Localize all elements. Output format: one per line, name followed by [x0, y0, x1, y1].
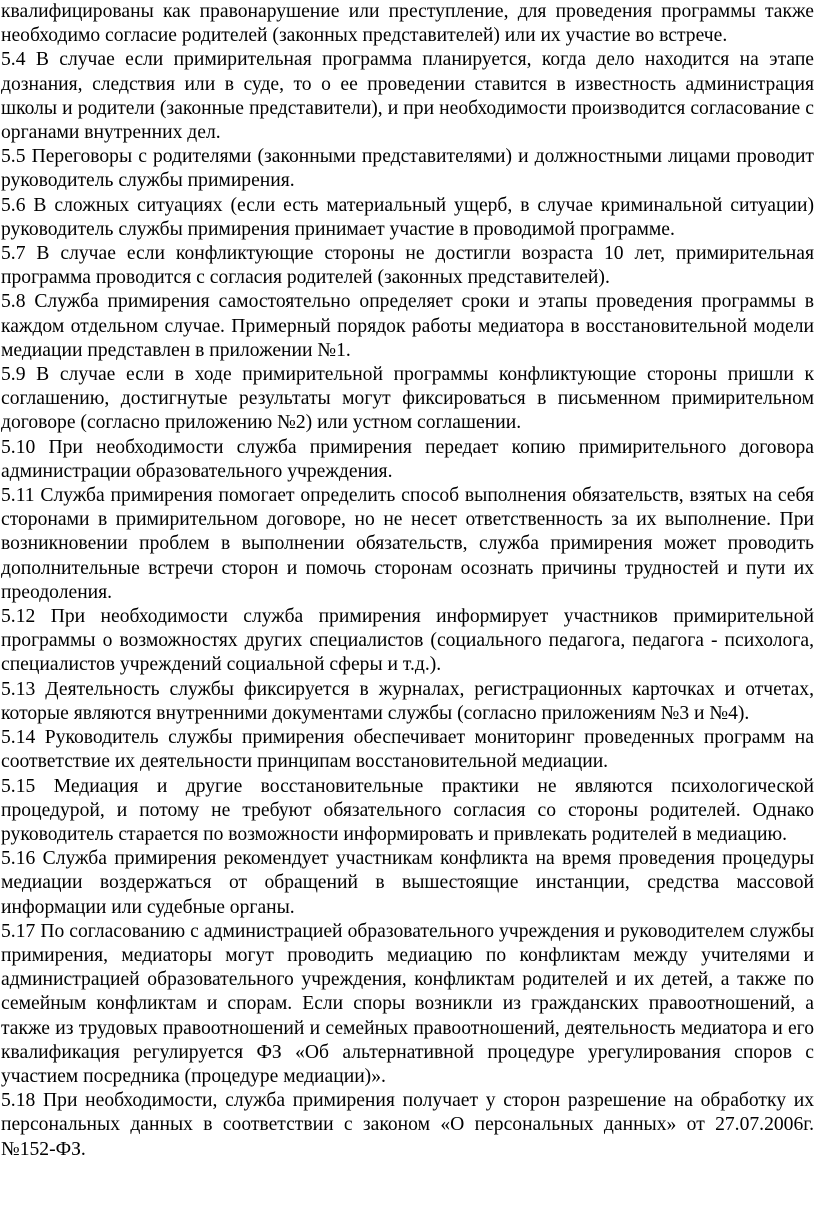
- paragraph-5-11: 5.11 Служба примирения помогает определить способ выполнения обязательств, взятых на себя сторонами в примирительном договоре, но не несет ответственность за их выполнение. При возникновении проблем в выполнении обязательств, служба примирения может проводить дополнительные встречи сторон и помочь сторонам осознать причины трудностей и пути их преодоления.: [1, 485, 814, 603]
- paragraph-5-17: 5.17 По согласованию с администрацией образовательного учреждения и руководителем службы примирения, медиаторы могут проводить медиацию по конфликтам между учителями и администрацией образовательного учреждения, конфликтам родителей и их детей, а также по семейным конфликтам и спорам. Если споры возникли из гражданских правоотношений, а также из трудовых правоотношений и семейных правоотношений, деятельность медиатора и его квалификация регулируется ФЗ «Об альтернативной процедуре урегулирования споров с участием посредника (процедуре медиации)».: [1, 920, 814, 1087]
- paragraph-5-18: 5.18 При необходимости, служба примирения получает у сторон разрешение на обработку их персональных данных в соответствии с законом «О персональных данных» от 27.07.2006г. №152-ФЗ.: [1, 1090, 814, 1160]
- paragraph-5-7: 5.7 В случае если конфликтующие стороны не достигли возраста 10 лет, примирительная программа проводится с согласия родителей (законных представителей).: [1, 243, 814, 289]
- paragraph-continuation: квалифицированы как правонарушение или преступление, для проведения программы также необходимо согласие родителей (законных представителей) или их участие во встрече.: [1, 1, 814, 47]
- paragraph-5-14: 5.14 Руководитель службы примирения обеспечивает мониторинг проведенных программ на соответствие их деятельности принципам восстановительной медиации.: [1, 727, 814, 773]
- paragraph-5-6: 5.6 В сложных ситуациях (если есть материальный ущерб, в случае криминальной ситуации) руководитель службы примирения принимает участие в проводимой программе.: [1, 194, 814, 240]
- paragraph-5-15: 5.15 Медиация и другие восстановительные практики не являются психологической процедурой, и потому не требуют обязательного согласия со стороны родителей. Однако руководитель старается по возможности информировать и привлекать родителей в медиацию.: [1, 775, 814, 845]
- paragraph-5-16: 5.16 Служба примирения рекомендует участникам конфликта на время проведения процедуры медиации воздержаться от обращений в вышестоящие инстанции, средства массовой информации или судебные органы.: [1, 848, 814, 918]
- paragraph-5-4: 5.4 В случае если примирительная программа планируется, когда дело находится на этапе дознания, следствия или в суде, то о ее проведении ставится в известность администрация школы и родители (законные представители), и при необходимости производится согласование с органами внутренних дел.: [1, 49, 814, 144]
- paragraph-5-10: 5.10 При необходимости служба примирения передает копию примирительного договора администрации образовательного учреждения.: [1, 436, 814, 482]
- paragraph-5-9: 5.9 В случае если в ходе примирительной программы конфликтующие стороны пришли к соглашению, достигнутые результаты могут фиксироваться в письменном примирительном договоре (согласно приложению №2) или устном соглашении.: [1, 364, 814, 434]
- paragraph-5-8: 5.8 Служба примирения самостоятельно определяет сроки и этапы проведения программы в каждом отдельном случае. Примерный порядок работы медиатора в восстановительной модели медиации представлен в приложении №1.: [1, 291, 814, 361]
- paragraph-5-12: 5.12 При необходимости служба примирения информирует участников примирительной программы о возможностях других специалистов (социального педагога, педагога - психолога, специалистов учреждений социальной сферы и т.д.).: [1, 606, 814, 676]
- paragraph-5-5: 5.5 Переговоры с родителями (законными представителями) и должностными лицами проводит руководитель службы примирения.: [1, 146, 814, 192]
- paragraph-5-13: 5.13 Деятельность службы фиксируется в журналах, регистрационных карточках и отчетах, которые являются внутренними документами службы (согласно приложениям №3 и №4).: [1, 678, 814, 724]
